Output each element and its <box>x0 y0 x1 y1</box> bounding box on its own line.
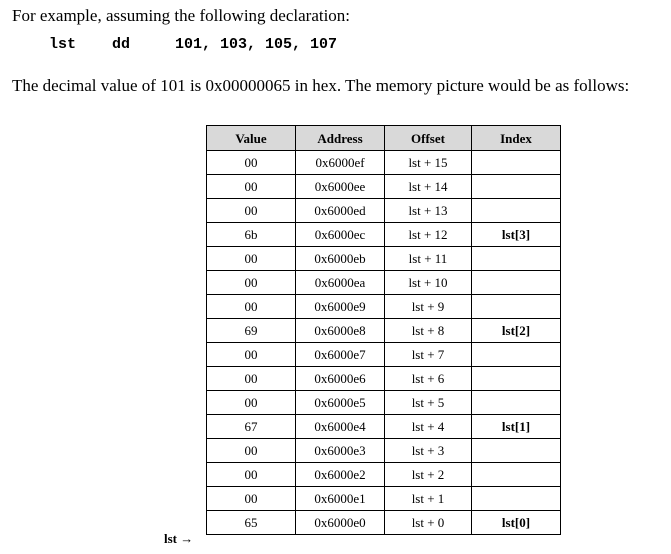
cell-offset: lst + 14 <box>385 175 472 199</box>
cell-offset: lst + 8 <box>385 319 472 343</box>
cell-value: 00 <box>207 487 296 511</box>
table-row <box>207 391 561 415</box>
declaration-code: lst dd 101, 103, 105, 107 <box>49 36 338 53</box>
table-row <box>207 271 561 295</box>
table-row <box>207 247 561 271</box>
cell-address: 0x6000e8 <box>296 319 385 343</box>
header-offset: Offset <box>385 126 472 151</box>
cell-index <box>472 439 561 463</box>
cell-value: 00 <box>207 295 296 319</box>
cell-value: 00 <box>207 343 296 367</box>
cell-index <box>472 151 561 175</box>
cell-address: 0x6000ec <box>296 223 385 247</box>
cell-address: 0x6000e9 <box>296 295 385 319</box>
cell-offset: lst + 5 <box>385 391 472 415</box>
cell-index <box>472 463 561 487</box>
table-row <box>207 415 561 439</box>
cell-value: 00 <box>207 463 296 487</box>
cell-offset: lst + 6 <box>385 367 472 391</box>
cell-address: 0x6000e4 <box>296 415 385 439</box>
cell-address: 0x6000eb <box>296 247 385 271</box>
cell-value: 00 <box>207 367 296 391</box>
cell-offset: lst + 13 <box>385 199 472 223</box>
cell-value: 00 <box>207 271 296 295</box>
cell-index <box>472 367 561 391</box>
header-value: Value <box>207 126 296 151</box>
cell-value: 65 <box>207 511 296 535</box>
intro-text: For example, assuming the following declaration: <box>12 6 351 25</box>
table-row <box>207 367 561 391</box>
table-header-row <box>207 126 561 151</box>
cell-address: 0x6000e2 <box>296 463 385 487</box>
table-row <box>207 319 561 343</box>
cell-index <box>472 199 561 223</box>
cell-offset: lst + 0 <box>385 511 472 535</box>
cell-value: 6b <box>207 223 296 247</box>
cell-index <box>472 487 561 511</box>
cell-index <box>472 175 561 199</box>
cell-index: lst[2] <box>472 319 561 343</box>
cell-value: 67 <box>207 415 296 439</box>
cell-value: 00 <box>207 247 296 271</box>
table-row <box>207 511 561 535</box>
cell-address: 0x6000e3 <box>296 439 385 463</box>
cell-value: 69 <box>207 319 296 343</box>
decimal-value-text: The decimal value of 101 is 0x00000065 in hex. The memory picture would be as follows: <box>12 76 630 95</box>
cell-value: 00 <box>207 391 296 415</box>
table-row <box>207 223 561 247</box>
cell-value: 00 <box>207 151 296 175</box>
header-address: Address <box>296 126 385 151</box>
cell-address: 0x6000e1 <box>296 487 385 511</box>
cell-address: 0x6000ee <box>296 175 385 199</box>
cell-address: 0x6000ed <box>296 199 385 223</box>
table-row <box>207 439 561 463</box>
cell-index: lst[0] <box>472 511 561 535</box>
cell-value: 00 <box>207 199 296 223</box>
cell-index <box>472 247 561 271</box>
cell-offset: lst + 4 <box>385 415 472 439</box>
cell-value: 00 <box>207 175 296 199</box>
cell-offset: lst + 11 <box>385 247 472 271</box>
cell-address: 0x6000ea <box>296 271 385 295</box>
cell-address: 0x6000ef <box>296 151 385 175</box>
cell-index <box>472 271 561 295</box>
cell-offset: lst + 12 <box>385 223 472 247</box>
cell-index: lst[1] <box>472 415 561 439</box>
cell-offset: lst + 7 <box>385 343 472 367</box>
header-index: Index <box>472 126 561 151</box>
cell-index: lst[3] <box>472 223 561 247</box>
cell-index <box>472 391 561 415</box>
cell-address: 0x6000e0 <box>296 511 385 535</box>
cell-address: 0x6000e5 <box>296 391 385 415</box>
memory-table <box>206 125 561 535</box>
cell-offset: lst + 2 <box>385 463 472 487</box>
cell-offset: lst + 15 <box>385 151 472 175</box>
cell-value: 00 <box>207 439 296 463</box>
table-row <box>207 463 561 487</box>
cell-address: 0x6000e7 <box>296 343 385 367</box>
table-row <box>207 343 561 367</box>
cell-offset: lst + 10 <box>385 271 472 295</box>
cell-address: 0x6000e6 <box>296 367 385 391</box>
cell-offset: lst + 3 <box>385 439 472 463</box>
cell-offset: lst + 9 <box>385 295 472 319</box>
memory-table-body <box>207 151 561 535</box>
table-row <box>207 151 561 175</box>
cell-offset: lst + 1 <box>385 487 472 511</box>
cell-index <box>472 343 561 367</box>
cell-index <box>472 295 561 319</box>
table-row <box>207 199 561 223</box>
table-row <box>207 295 561 319</box>
lst-pointer-label: lst → <box>164 531 194 546</box>
table-row <box>207 487 561 511</box>
table-row <box>207 175 561 199</box>
